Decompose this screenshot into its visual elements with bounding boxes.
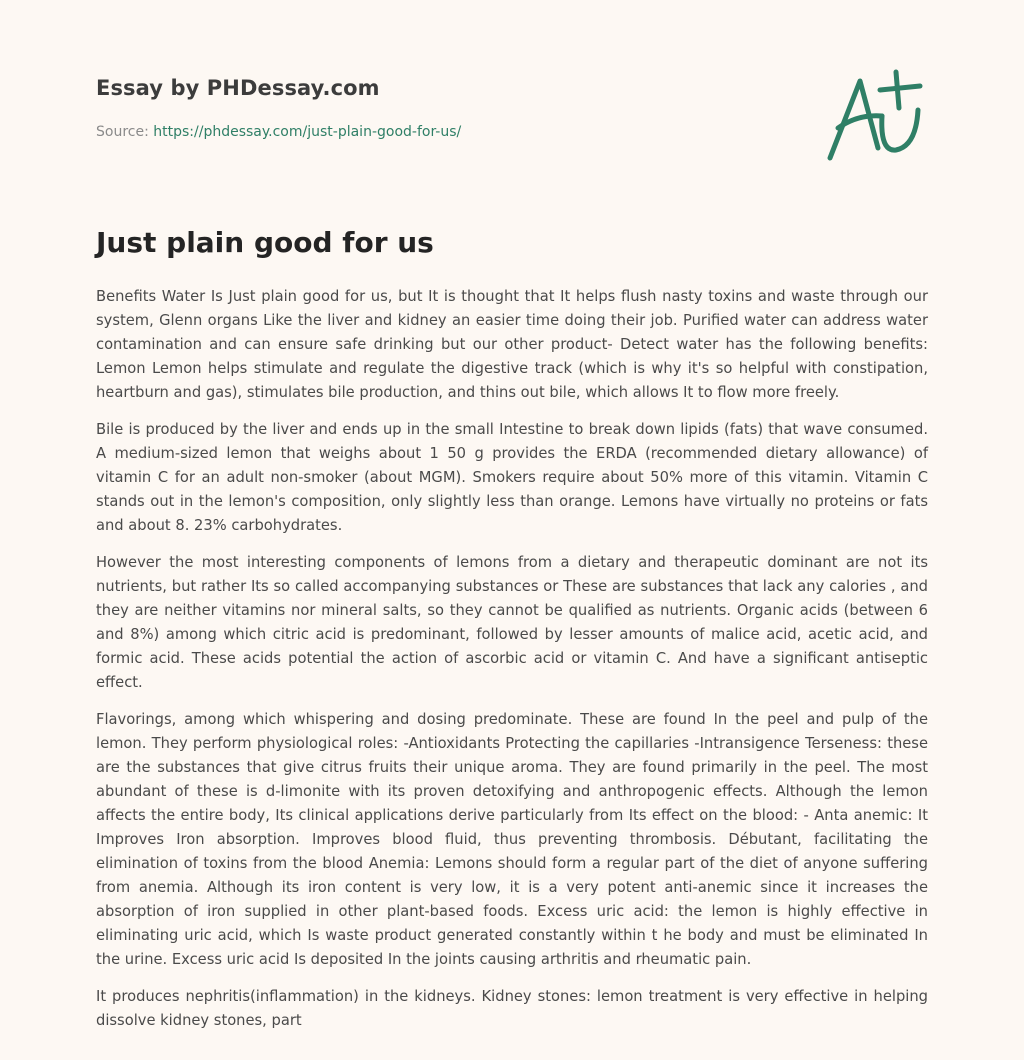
essay-paragraph: However the most interesting components of lemons from a dietary and therapeutic dominant are not its nutrients, but rather Its so called accompanying substances or These are substances that lack any calories , and they are neither vitamins nor mineral salts, so they cannot be qualified as nutrients. Organic acids (between 6 and 8%) among which citric acid is predominant, followed by lesser amounts of malice acid, acetic acid, and formic acid. These acids potential the action of ascorbic acid or vitamin C. And have a significant antiseptic effect. [96, 554, 928, 691]
essay-paragraph: It produces nephritis(inflammation) in the kidneys. Kidney stones: lemon treatment is very effective in helping dissolve kidney stones, part [96, 988, 928, 1029]
essay-paragraph: Bile is produced by the liver and ends up in the small Intestine to break down lipids (fats) that wave consumed. A medium-sized lemon that weighs about 1 50 g provides the ERDA (recommended dietary allowance) of vitamin C for an adult non-smoker (about MGM). Smokers require about 50% more of this vitamin. Vitamin C stands out in the lemon's composition, only slightly less than orange. Lemons have virtually no proteins or fats and about 8. 23% carbohydrates. [96, 421, 928, 534]
site-brand: Essay by PHDessay.com [96, 76, 380, 100]
essay-body [96, 285, 928, 1046]
source-link[interactable]: https://phdessay.com/just-plain-good-for-us/ [153, 124, 462, 140]
essay-paragraph: Flavorings, among which whispering and dosing predominate. These are found In the peel and pulp of the lemon. They perform physiological roles: -Antioxidants Protecting the capillaries -Intransigence Terseness: these are the substances that give citrus fruits their unique aroma. They are found primarily in the peel. The most abundant of these is d-limonite with its proven detoxifying and anthropogenic effects. Although the lemon affects the entire body, Its clinical applications derive particularly from Its effect on the blood: - Anta anemic: It Improves Iron absorption. Improves blood fluid, thus preventing thrombosis. Débutant, facilitating the elimination of toxins from the blood Anemia: Lemons should form a regular part of the diet of anyone suffering from anemia. Although its iron content is very low, it is a very potent anti-anemic since it increases the absorption of iron supplied in other plant-based foods. Excess uric acid: the lemon is highly effective in eliminating uric acid, which Is waste product generated constantly within t he body and must be eliminated In the urine. Excess uric acid Is deposited In the joints causing arthritis and rheumatic pain. [96, 711, 928, 968]
essay-paragraph: Benefits Water Is Just plain good for us, but It is thought that It helps flush nasty toxins and waste through our system, Glenn organs Like the liver and kidney an easier time doing their job. Purified water can address water contamination and can ensure safe drinking but our other product- Detect water has the following benefits: Lemon Lemon helps stimulate and regulate the digestive track (which is why it's so helpful with constipation, heartburn and gas), stimulates bile production, and thins out bile, which allows It to flow more freely. [96, 288, 928, 401]
source-line [96, 124, 461, 140]
source-label: Source: [96, 124, 149, 140]
essay-title: Just plain good for us [96, 226, 434, 259]
a-plus-logo-icon [820, 66, 930, 166]
